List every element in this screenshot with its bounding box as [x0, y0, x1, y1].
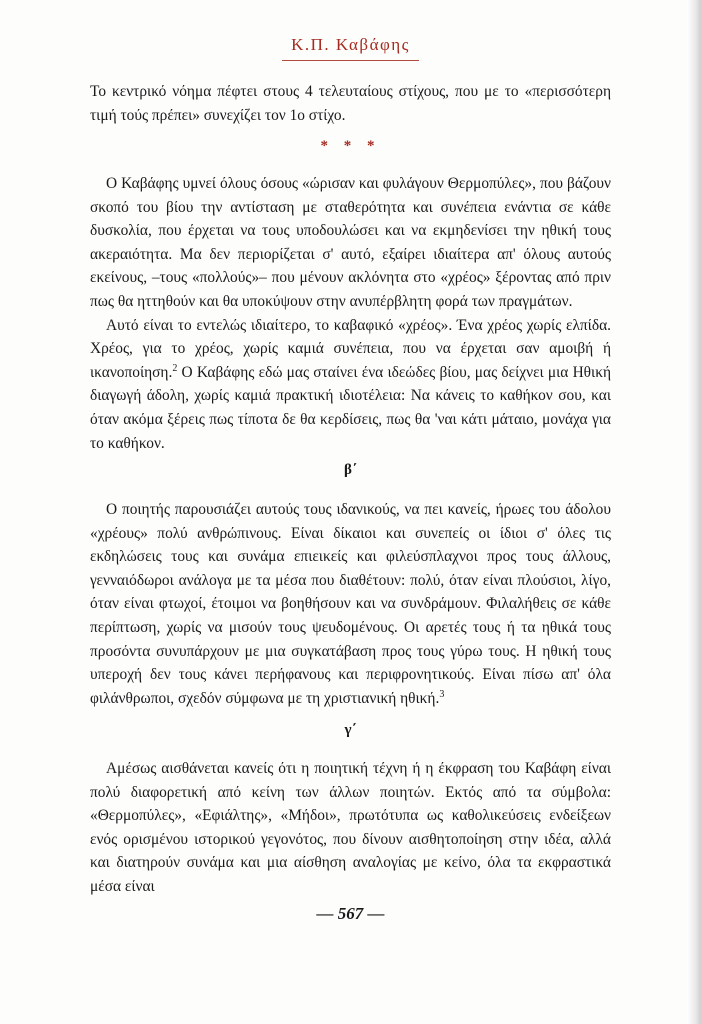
section-c	[90, 757, 611, 899]
section-c-paragraph: Αμέσως αισθάνεται κανείς ότι η ποιητική τέχνη ή η έκφραση του Καβάφη είναι πολύ διαφορετική από κείνη των άλλων ποιητών. Εκτός από τα σύμβολα: «Θερμοπύλες», «Εφιάλτης», «Μήδοι», πρωτότυπα ως καθολικεύσεις ενδείξεων ενός ορισμένου ιστορικού γεγονότος, που δίνουν αισθητοποίηση στην ιδέα, αλλά και διατηρούν συνάμα και μια αίσθηση αναλογίας με κείνο, όλα τα εκφραστικά μέσα είναι	[90, 760, 611, 895]
footnote-marker-3: 3	[439, 688, 445, 700]
running-head: Κ.Π. Καβάφης	[291, 35, 410, 54]
section-a-paragraph-2-part-1: Αυτό είναι το εντελώς ιδιαίτερο, το καβαφικό «χρέος». Ένα χρέος χωρίς ελπίδα. Χρέος, για το χρέος, χωρίς καμιά συνέπεια, που να έρχεται σαν αμοιβή ή ικανοποίηση.	[90, 316, 611, 381]
section-b	[90, 498, 611, 710]
section-a-paragraph-2-part-2: Ο Καβάφης εδώ μας σταίνει ένα ιδεώδες βίου, μας δείχνει μια Ηθική διαγωγή άδολη, χωρίς καμιά πρακτική ιδιοτέλεια: Να κάνεις το καθήκον σου, και όταν ακόμα ξέρεις πως τίποτα δε θα κερδίσεις, πως θα 'ναι κάτι μάταιο, μονάχα για το καθήκον.	[90, 363, 611, 452]
section-a-paragraph-1: Ο Καβάφης υμνεί όλους όσους «ώρισαν και φυλάγουν Θερμοπύλες», που βάζουν σκοπό του βίου την αντίσταση με σταθερότητα και συνέπεια ενάντια σε κάθε δυσκολία, που έρχεται να τους υποδουλώσει και να εκμηδενίσει την ηθική τους ακεραιότητα. Μα δεν περιορίζεται σ' αυτό, εξαίρει ιδιαίτερα απ' όλους αυτούς εκείνους, –τους «πολλούς»– που μένουν ακλόνητα στο «χρέος» ξέροντας από πριν πως θα ηττηθούν και θα υποκύψουν στην ανυπέρβλητη φορά των πραγμάτων.	[90, 175, 611, 310]
section-a-paragraph-2	[90, 314, 611, 456]
intro-paragraph	[90, 80, 611, 127]
page-number: — 567 —	[316, 904, 385, 923]
section-c-heading: γ΄	[344, 722, 357, 738]
section-b-text: Ο ποιητής παρουσιάζει αυτούς τους ιδανικούς, να πει κανείς, ήρωες του άδολου «χρέους» πολύ ανθρώπινους. Είναι δίκαιοι και συνεπείς οι ίδιοι σ' όλες τις εκδηλώσεις τους και συνάμα επιεικείς και φιλεύσπλαχνοι προς τους άλλους, γενναιόδωροι ανάλογα με τα μέσα που διαθέτουν: πολύ, όταν είναι πλούσιοι, λίγο, όταν είναι φτωχοί, έτοιμοι να βοηθήσουν και να συνδράμουν. Φιλαλήθεις σε κάθε περίπτωση, χωρίς να μισούν τους ψευδομένους. Οι αρετές τους ή τα ηθικά τους προσόντα συνυπάρχουν με μια συγκατάβαση προς τους γύρω τους. Η ηθική τους υπεροχή δεν τους κάνει περήφανους και περιφρονητικούς. Είναι πίσω απ' όλα φιλάνθρωποι, σχεδόν σύμφωνα με τη χριστιανική ηθική.	[90, 501, 611, 707]
section-a	[90, 172, 611, 455]
section-separator: * * *	[320, 138, 381, 154]
section-b-paragraph	[90, 498, 611, 710]
intro-text: Το κεντρικό νόημα πέφτει στους 4 τελευταίους στίχους, που με το «περισσότερη τιμή τούς πρέπει» συνεχίζει τον 1ο στίχο.	[90, 83, 611, 124]
running-head-underline	[282, 60, 419, 61]
section-b-heading: β΄	[344, 462, 357, 478]
footnote-marker-2: 2	[172, 362, 178, 374]
